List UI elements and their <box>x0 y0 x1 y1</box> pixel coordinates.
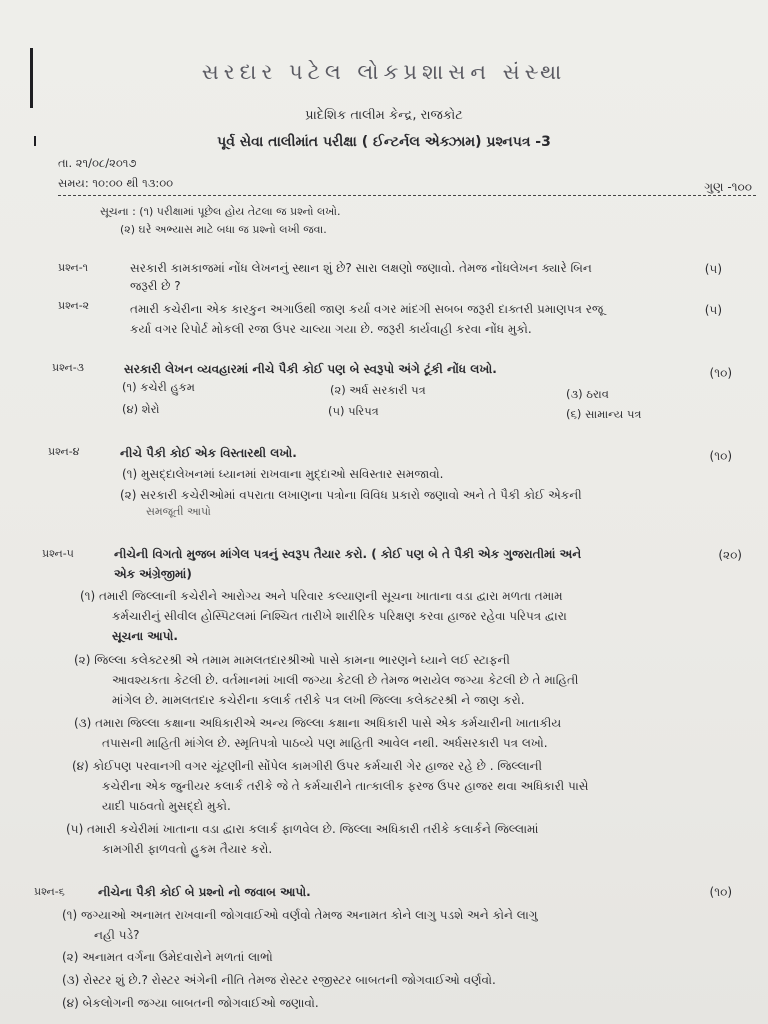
total-marks: ગુણ -૧૦૦ <box>704 180 752 194</box>
q1-text: સરકારી કામકાજમાં નોંધ લેખનનું સ્થાન શું છે? સારા લક્ષણો જણાવો. તેમજ નોંધલેખન ક્યારે બિન <box>130 261 592 275</box>
exam-date: તા. ૨૧/૦૮/૨૦૧૭ <box>58 156 137 170</box>
q5-item: (૩) તમારા જિલ્લા કક્ષાના અધિકારીએ અન્ય જિલ્લા કક્ષાના અધિકારી પાસે એક કર્મચારીની ખાતાકીય <box>74 716 562 730</box>
q6-label: પ્રશ્ન-૬ <box>34 885 65 898</box>
q5-item: માંગેલ છે. મામલતદાર કચેરીના કલાર્ક તરીકે પત્ર લખી જિલ્લા કલેક્ટરશ્રી ને જાણ કરો. <box>112 693 525 707</box>
q6-item: (૩) રોસ્ટર શું છે.? રોસ્ટર અંગેની નીતિ તેમજ રોસ્ટર રજીસ્ટર બાબતની જોગવાઈઓ વર્ણવો. <box>62 973 496 987</box>
q6-item: (૨) અનામત વર્ગના ઉમેદવારોને મળતાં લાભો <box>62 950 273 964</box>
q5-item: (૫) તમારી કચેરીમાં ખાતાના વડા દ્વારા કલાર્ક ફાળવેલ છે. જિલ્લા અધિકારી તરીકે કલાર્કને જિલ્લામાં <box>66 822 539 836</box>
q3-text: સરકારી લેખન વ્યવહારમાં નીચે પૈકી કોઈ પણ બે સ્વરૂપો અંગે ટૂંકી નોંધ લખો. <box>124 362 497 376</box>
q5-item: કામગીરી ફાળવતો હુકમ તૈયાર કરો. <box>102 842 273 856</box>
q4-text: નીચે પૈકી કોઈ એક વિસ્તારથી લખો. <box>120 446 297 460</box>
q3-option: (૨) અર્ધ સરકારી પત્ર <box>330 383 426 397</box>
q4-option: (૧) મુસદ્દાલેખનમાં ધ્યાનમાં રાખવાના મુદ્દાઓ સવિસ્તાર સમજાવો. <box>122 467 444 481</box>
q5-item: કચેરીના એક જુનીયર કલાર્ક તરીકે જે તે કર્મચારીને તાત્કાલીક ફરજ ઉપર હાજર થવા અધિકારી પાસે <box>102 779 589 793</box>
q1-text: જરૂરી છે ? <box>130 279 181 293</box>
q4-option: (૨) સરકારી કચેરીઓમાં વપરાતા લખાણના પત્રોના વિવિધ પ્રકારો જણાવો અને તે પૈકી કોઈ એકની <box>120 488 582 502</box>
q5-text: એક અંગ્રેજીમાં) <box>114 567 192 581</box>
q2-text: તમારી કચેરીના એક કારકુન અગાઉથી જાણ કર્યા વગર માંદગી સબબ જરૂરી દાક્તરી પ્રમાણપત્ર રજૂ <box>130 302 604 316</box>
q4-label: પ્રશ્ન-૪ <box>48 445 80 458</box>
q5-item: (૨) જિલ્લા કલેક્ટરશ્રી એ તમામ મામલતદારશ્રીઓ પાસે કામના ભારણને ધ્યાને લઈ સ્ટાફની <box>74 653 510 667</box>
q6-marks: (૧૦) <box>709 885 732 899</box>
q4-option: સમજૂતી આપો <box>146 505 211 518</box>
institute-title: સરદાર પટેલ લોકપ્રશાસન સંસ્થા <box>201 60 567 84</box>
q3-label: પ્રશ્ન-૩ <box>52 361 84 374</box>
header-divider <box>58 195 756 196</box>
q5-item: કર્મચારીનું સીવીલ હોસ્પિટલમાં નિશ્ચિત તારીખે શારીરિક પરિક્ષણ કરવા હાજર રહેવા પરિપત્ર દ્વારા <box>112 609 567 623</box>
q5-item: સૂચના આપો. <box>112 629 178 643</box>
q5-text: નીચેની વિગતો મુજબ માંગેલ પત્રનું સ્વરૂપ તૈયાર કરો. ( કોઈ પણ બે તે પૈકી એક ગુજરાતીમાં અને <box>114 547 582 561</box>
exam-time: સમય: ૧૦:૦૦ થી ૧૩:૦૦ <box>58 176 174 190</box>
q6-text: નીચેના પૈકી કોઈ બે પ્રશ્નો નો જવાબ આપો. <box>98 885 311 899</box>
q5-label: પ્રશ્ન-૫ <box>42 547 74 560</box>
q6-item: (૪) બેકલોગની જગ્યા બાબતની જોગવાઈઓ જણાવો. <box>62 996 319 1010</box>
q5-item: તપાસની માહિતી માંગેલ છે. સ્મૃતિપત્રો પાઠવ્યે પણ માહિતી આવેલ નથી. અર્ધસરકારી પત્ર લખો. <box>102 736 548 750</box>
q1-label: પ્રશ્ન-૧ <box>58 261 89 274</box>
q2-label: પ્રશ્ન-૨ <box>58 299 90 312</box>
q1-marks: (૫) <box>704 262 722 276</box>
q3-option: (૧) કચેરી હુકમ <box>122 380 195 394</box>
q4-marks: (૧૦) <box>709 449 732 463</box>
q3-marks: (૧૦) <box>709 366 732 380</box>
q5-item: યાદી પાઠવતો મુસદ્દો મુકો. <box>102 799 231 813</box>
q5-marks: (૨૦) <box>718 548 742 562</box>
q6-item: નહી પડે? <box>94 928 140 942</box>
q3-option: (૬) સામાન્ય પત્ર <box>566 407 642 421</box>
q5-item: (૪) કોઈપણ પરવાનગી વગર ચૂંટણીની સોંપેલ કામગીરી ઉપર કર્મચારી ગેર હાજર રહે છે . જિલ્લાની <box>72 759 543 773</box>
q5-item: આવશ્યકતા કેટલી છે. વર્તમાનમાં ખાલી જગ્યા કેટલી છે તેમજ ભરાયેલ જગ્યા કેટલી છે તે માહિતી <box>112 673 579 687</box>
q3-option: (૫) પરિપત્ર <box>328 404 379 418</box>
q5-item: (૧) તમારી જિલ્લાની કચેરીને આરોગ્ય અને પરિવાર કલ્યાણની સૂચના ખાતાના વડા દ્વારા મળતા તમામ <box>80 589 563 603</box>
q2-marks: (૫) <box>704 303 722 317</box>
instruction-1: સૂચના : (૧) પરીક્ષામાં પૂછેલ હોય તેટલા જ પ્રશ્નો લખો. <box>100 205 341 218</box>
center-name: પ્રાદેશિક તાલીમ કેન્દ્ર, રાજકોટ <box>305 108 463 123</box>
exam-title: પૂર્વ સેવા તાલીમાંત પરીક્ષા ( ઈન્ટર્નલ એક્ઝામ) પ્રશ્નપત્ર -3 <box>217 134 551 150</box>
q3-option: (૪) શેરો <box>122 402 160 416</box>
q2-text: કર્યા વગર રિપોર્ટ મોકલી રજા ઉપર ચાલ્યા ગયા છે. જરૂરી કાર્યવાહી કરવા નોંધ મુકો. <box>130 322 532 336</box>
q6-item: (૧) જગ્યાઓ અનામત રાખવાની જોગવાઈઓ વર્ણવો તેમજ અનામત કોને લાગુ પડશે અને કોને લાગુ <box>62 908 538 922</box>
q3-option: (૩) ઠરાવ <box>566 387 609 401</box>
instruction-2: (૨) ઘરે અભ્યાસ માટે બધા જ પ્રશ્નો લખી જવા. <box>120 223 327 236</box>
